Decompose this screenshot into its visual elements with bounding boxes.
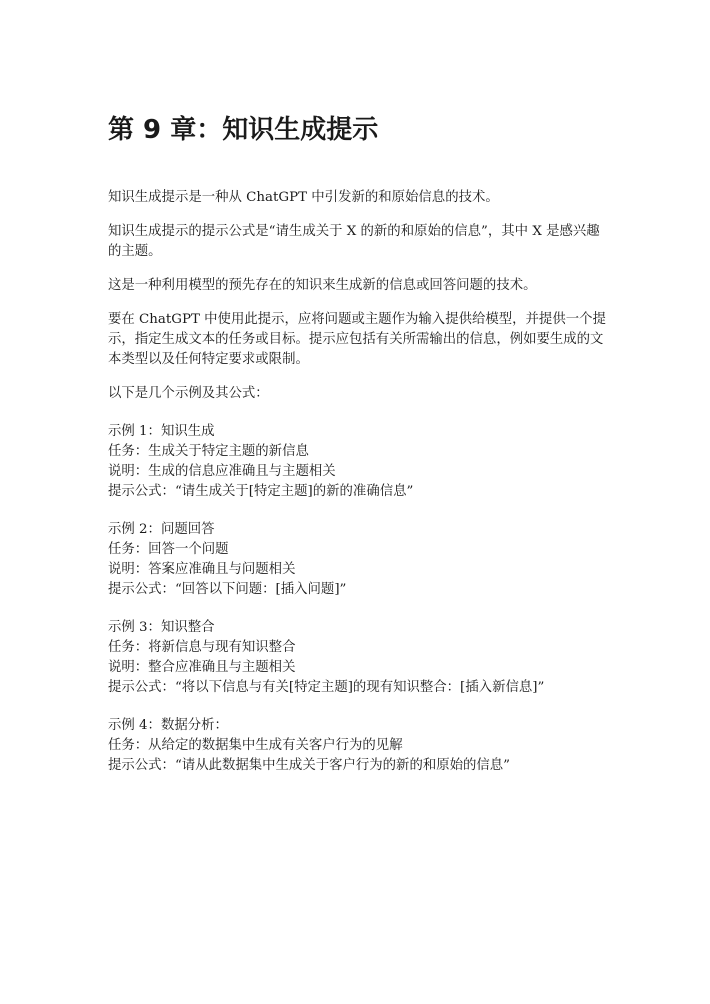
example-note: 说明：答案应准确且与问题相关 — [108, 562, 296, 577]
example-task: 任务：从给定的数据集中生成有关客户行为的见解 — [108, 738, 403, 753]
example-task: 任务：回答一个问题 — [108, 542, 229, 557]
example-heading: 示例 3：知识整合 — [108, 620, 215, 635]
example-3 — [108, 618, 608, 698]
example-4 — [108, 716, 608, 776]
example-formula: 提示公式：“请从此数据集中生成关于客户行为的新的和原始的信息” — [108, 758, 511, 773]
paragraph-intro: 知识生成提示是一种从 ChatGPT 中引发新的和原始信息的技术。 — [108, 190, 499, 205]
example-task: 任务：生成关于特定主题的新信息 — [108, 444, 309, 459]
example-heading: 示例 1：知识生成 — [108, 424, 215, 439]
example-heading: 示例 4：数据分析： — [108, 718, 228, 733]
example-heading: 示例 2：问题回答 — [108, 522, 215, 537]
paragraph-technique: 这是一种利用模型的预先存在的知识来生成新的信息或回答问题的技术。 — [108, 278, 537, 293]
example-formula: 提示公式：“将以下信息与有关[特定主题]的现有知识整合：[插入新信息]” — [108, 680, 545, 695]
example-formula: 提示公式：“回答以下问题：[插入问题]” — [108, 582, 347, 597]
example-note: 说明：生成的信息应准确且与主题相关 — [108, 464, 336, 479]
example-note: 说明：整合应准确且与主题相关 — [108, 660, 296, 675]
chapter-title: 第 9 章：知识生成提示 — [108, 115, 379, 145]
document-page — [108, 112, 608, 794]
example-2 — [108, 520, 608, 600]
example-task: 任务：将新信息与现有知识整合 — [108, 640, 296, 655]
example-1 — [108, 422, 608, 502]
paragraph-examples-intro: 以下是几个示例及其公式： — [108, 386, 269, 401]
paragraph-formula: 知识生成提示的提示公式是“请生成关于 X 的新的和原始的信息”，其中 X 是感兴趣的主题。 — [108, 224, 600, 259]
example-formula: 提示公式：“请生成关于[特定主题]的新的准确信息” — [108, 484, 414, 499]
paragraph-usage: 要在 ChatGPT 中使用此提示，应将问题或主题作为输入提供给模型，并提供一个提示，指定生成文本的任务或目标。提示应包括有关所需输出的信息，例如要生成的文本类型以及任何特定要求或限制。 — [108, 312, 606, 367]
